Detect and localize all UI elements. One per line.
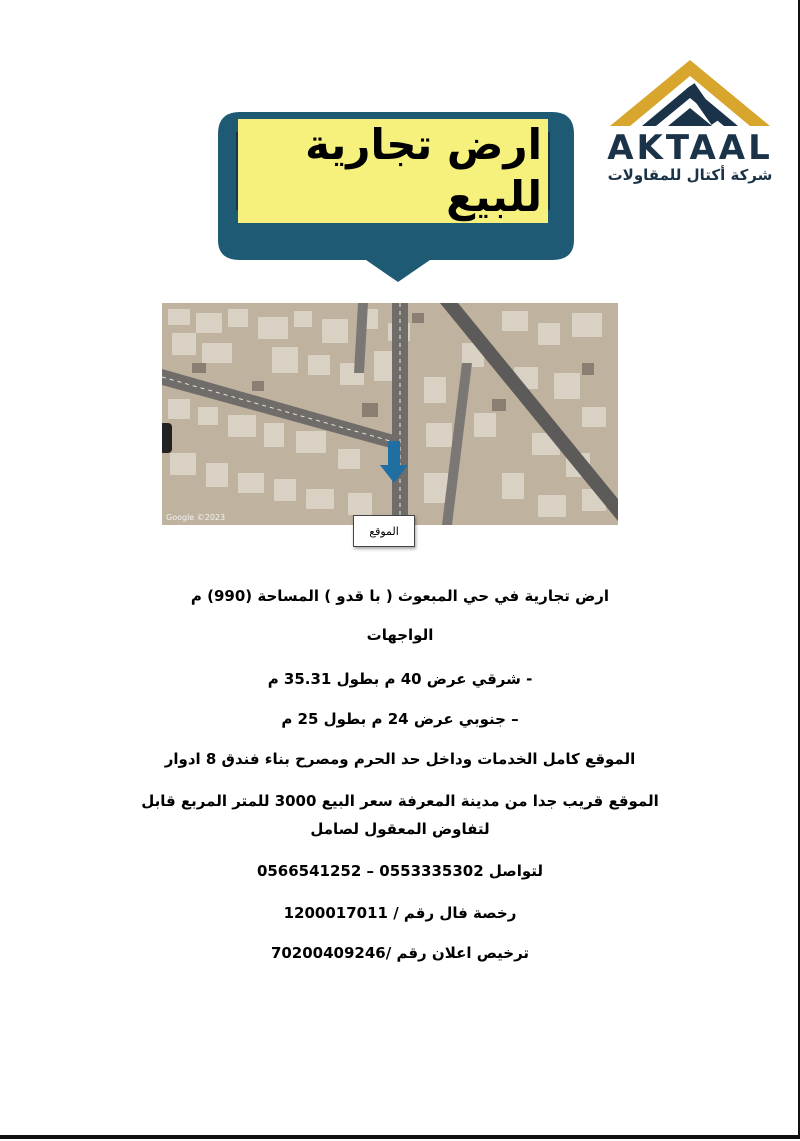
fal-license-text: رخصة فال رقم / 1200017011 — [283, 904, 517, 922]
map-image — [162, 303, 618, 525]
map-side-tab[interactable] — [162, 423, 172, 453]
logo-brand-name: AKTAAL — [607, 128, 773, 168]
satellite-map — [162, 303, 618, 525]
ad-license-text: ترخيص اعلان رقم /70200409246 — [270, 944, 530, 962]
logo-roof-icon — [608, 52, 772, 132]
east-facade-text: - شرقي عرض 40 م بطول 35.31 م — [267, 670, 533, 688]
title-box — [236, 120, 550, 221]
facades-label: الواجهات — [366, 626, 434, 644]
contact-text: لتواصل 0553335302 – 0566541252 — [256, 862, 544, 880]
services-text: الموقع كامل الخدمات وداخل حد الحرم ومصرح بناء فندق 8 ادوار — [164, 750, 636, 768]
price-text: الموقع قريب جدا من مدينة المعرفة سعر البيع 3000 للمتر المربع قابل — [141, 792, 659, 810]
location-label: الموقع — [353, 515, 415, 547]
map-watermark: Google ©2023 — [166, 513, 226, 522]
south-facade-text: – جنوبي عرض 24 م بطول 25 م — [281, 710, 519, 728]
headline-text: ارض تجارية في حي المبعوث ( با قدو ) المساحة (990) م — [190, 587, 610, 605]
logo-subtitle: شركة أكتال للمقاولات — [607, 166, 773, 184]
company-logo — [600, 52, 780, 192]
price-text-continued: لتفاوض المعقول لصامل — [310, 820, 490, 838]
page-title: ارض تجارية للبيع — [238, 119, 548, 223]
